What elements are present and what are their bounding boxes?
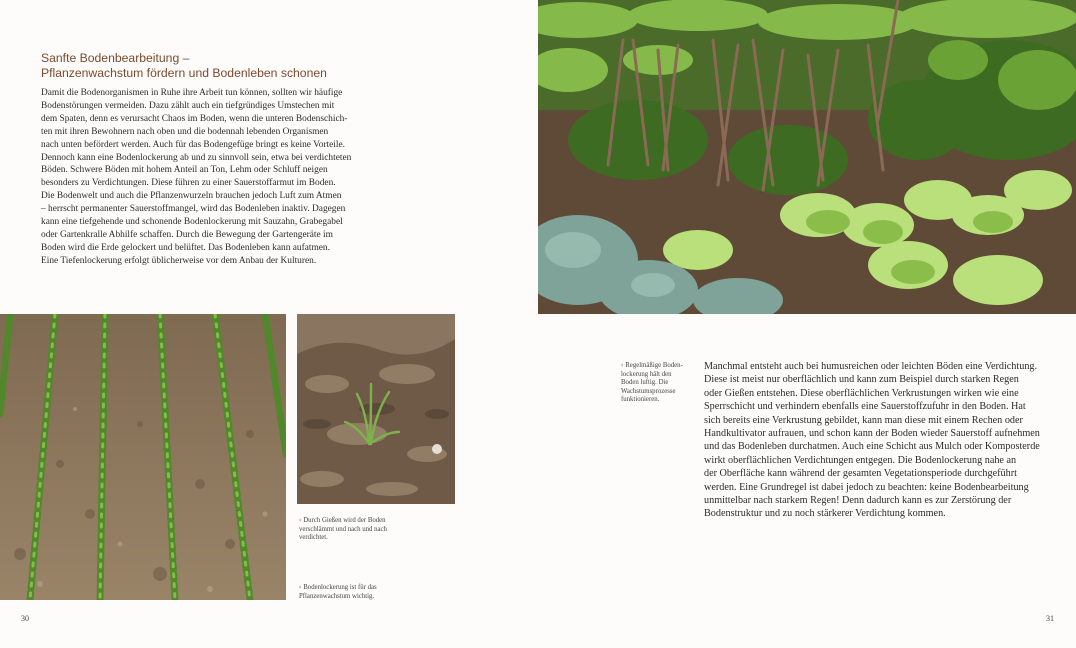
text-line: und das Bodenleben durchatmen. Auch eine Schicht aus Mulch oder Komposterde bbox=[704, 441, 1040, 453]
text-line: Böden. Schwere Böden mit hohem Anteil an Ton, Lehm oder Schluff neigen bbox=[41, 165, 328, 176]
text-line: werden. Eine Grundregel ist dabei jedoch zu beachten: keine Bodenbearbeitung bbox=[704, 481, 1029, 493]
text-line: oder Gartenkralle Abhilfe schaffen. Durch die Bewegung der Gartengeräte im bbox=[41, 229, 333, 240]
text-line: Boden wird die Erde gelockert und belüftet. Das Bodenleben kann aufatmen. bbox=[41, 242, 330, 253]
caption-line: Wachstumsprozesse bbox=[621, 387, 676, 395]
text-line: kann eine tiefgehende und schonende Bodenlockerung mit Sauzahn, Grabegabel bbox=[41, 217, 343, 228]
text-line: der Oberfläche kann während der gesamten Vegetationsperiode durchgeführt bbox=[704, 468, 1017, 480]
text-line: Sperrschicht und verhindern ebenfalls eine Sauerstoffzufuhr in den Boden. Hat bbox=[704, 401, 1026, 413]
caption-crusted-soil bbox=[299, 517, 449, 543]
body-paragraph-right bbox=[704, 360, 1044, 521]
text-line: unmittelbar nach starkem Regen! Denn dadurch kann es zur Zerstörung der bbox=[704, 495, 1012, 507]
crusted-soil-illustration bbox=[297, 314, 455, 504]
text-line: Diese ist meist nur oberflächlich und kann zum Beispiel durch starken Regen bbox=[704, 374, 1019, 386]
page-number-left: 30 bbox=[21, 614, 29, 623]
caption-line: Durch Gießen wird der Boden bbox=[303, 517, 386, 524]
caption-line: Boden luftig. Die bbox=[621, 379, 669, 387]
caption-marker: ‹ bbox=[299, 584, 302, 591]
caption-line: funktionieren. bbox=[621, 396, 660, 404]
seedling-rows-illustration bbox=[0, 314, 286, 600]
text-line: Damit die Bodenorganismen in Ruhe ihre Arbeit tun können, sollten wir häufige bbox=[41, 88, 343, 98]
caption-line: verschlämmt und nach und nach bbox=[299, 525, 387, 533]
vegetable-garden-photo bbox=[538, 0, 1076, 314]
text-line: Handkultivator aufrauen, und schon kann der Boden wieder Sauerstoff aufnehmen bbox=[704, 428, 1040, 440]
text-line: Eine Tiefenlockerung erfolgt üblicherweise vor dem Anbau der Kulturen. bbox=[41, 255, 317, 266]
caption-line: Pflanzenwachstum wichtig. bbox=[299, 592, 375, 600]
text-line: wirkt oberflächlichen Verdichtungen entgegen. Die Bodenlockerung nahe an bbox=[704, 454, 1017, 466]
caption-loosening bbox=[299, 584, 449, 601]
caption-line: Regelmäßige Boden- bbox=[625, 362, 683, 369]
text-line: oder Gießen entstehen. Diese oberflächlichen Verkrustungen wirken wie eine bbox=[704, 387, 1019, 399]
right-page bbox=[538, 0, 1076, 648]
section-heading bbox=[41, 51, 371, 81]
caption-line: Bodenlockerung ist für das bbox=[303, 584, 377, 591]
seedling-rows-photo bbox=[0, 314, 286, 600]
text-line: Manchmal entsteht auch bei humusreichen oder leichten Böden eine Verdichtung. bbox=[704, 361, 1038, 372]
text-line: ten mit ihren Bewohnern nach oben und die bodennah lebenden Organismen bbox=[41, 126, 329, 137]
text-line: besonders zu Verdichtungen. Diese führen zu einer Sauerstoffarmut im Boden. bbox=[41, 178, 336, 189]
caption-marker: ‹ bbox=[621, 362, 624, 369]
garden-illustration bbox=[538, 0, 1076, 314]
page-number-right: 31 bbox=[1046, 614, 1054, 623]
caption-line: lockerung hält den bbox=[621, 370, 672, 378]
text-line: – herrscht permanenter Sauerstoffmangel, wird das Bodenleben inaktiv. Dagegen bbox=[41, 204, 346, 215]
caption-garden bbox=[621, 362, 711, 405]
caption-line: verdichtet. bbox=[299, 534, 328, 542]
text-line: Bodenstruktur und zu noch stärkerer Verdichtung kommen. bbox=[704, 508, 946, 520]
seedling-crusted-soil-photo bbox=[297, 314, 455, 504]
text-line: Dennoch kann eine Bodenlockerung ab und zu sinnvoll sein, etwa bei verdichteten bbox=[41, 152, 352, 163]
caption-marker: ‹ bbox=[299, 517, 302, 524]
text-line: sich bereits eine Verkrustung gebildet, kann man diese mit einem Rechen oder bbox=[704, 414, 1023, 426]
text-line: Die Bodenwelt und auch die Pflanzenwurzeln brauchen jedoch Luft zum Atmen bbox=[41, 191, 342, 202]
text-line: Bodenstörungen vermeiden. Dazu zählt auch ein tiefgründiges Umstechen mit bbox=[41, 100, 335, 111]
text-line: dem Spaten, denn es verursacht Chaos im Boden, wenn die unteren Bodenschich- bbox=[41, 113, 348, 124]
heading-line-1: Sanfte Bodenbearbeitung – bbox=[41, 51, 190, 65]
body-paragraph-left bbox=[41, 87, 381, 268]
heading-line-2: Pflanzenwachstum fördern und Bodenleben schonen bbox=[41, 66, 327, 80]
text-line: nach unten befördert werden. Auch für das Bodengefüge bringt es keine Vorteile. bbox=[41, 139, 345, 150]
